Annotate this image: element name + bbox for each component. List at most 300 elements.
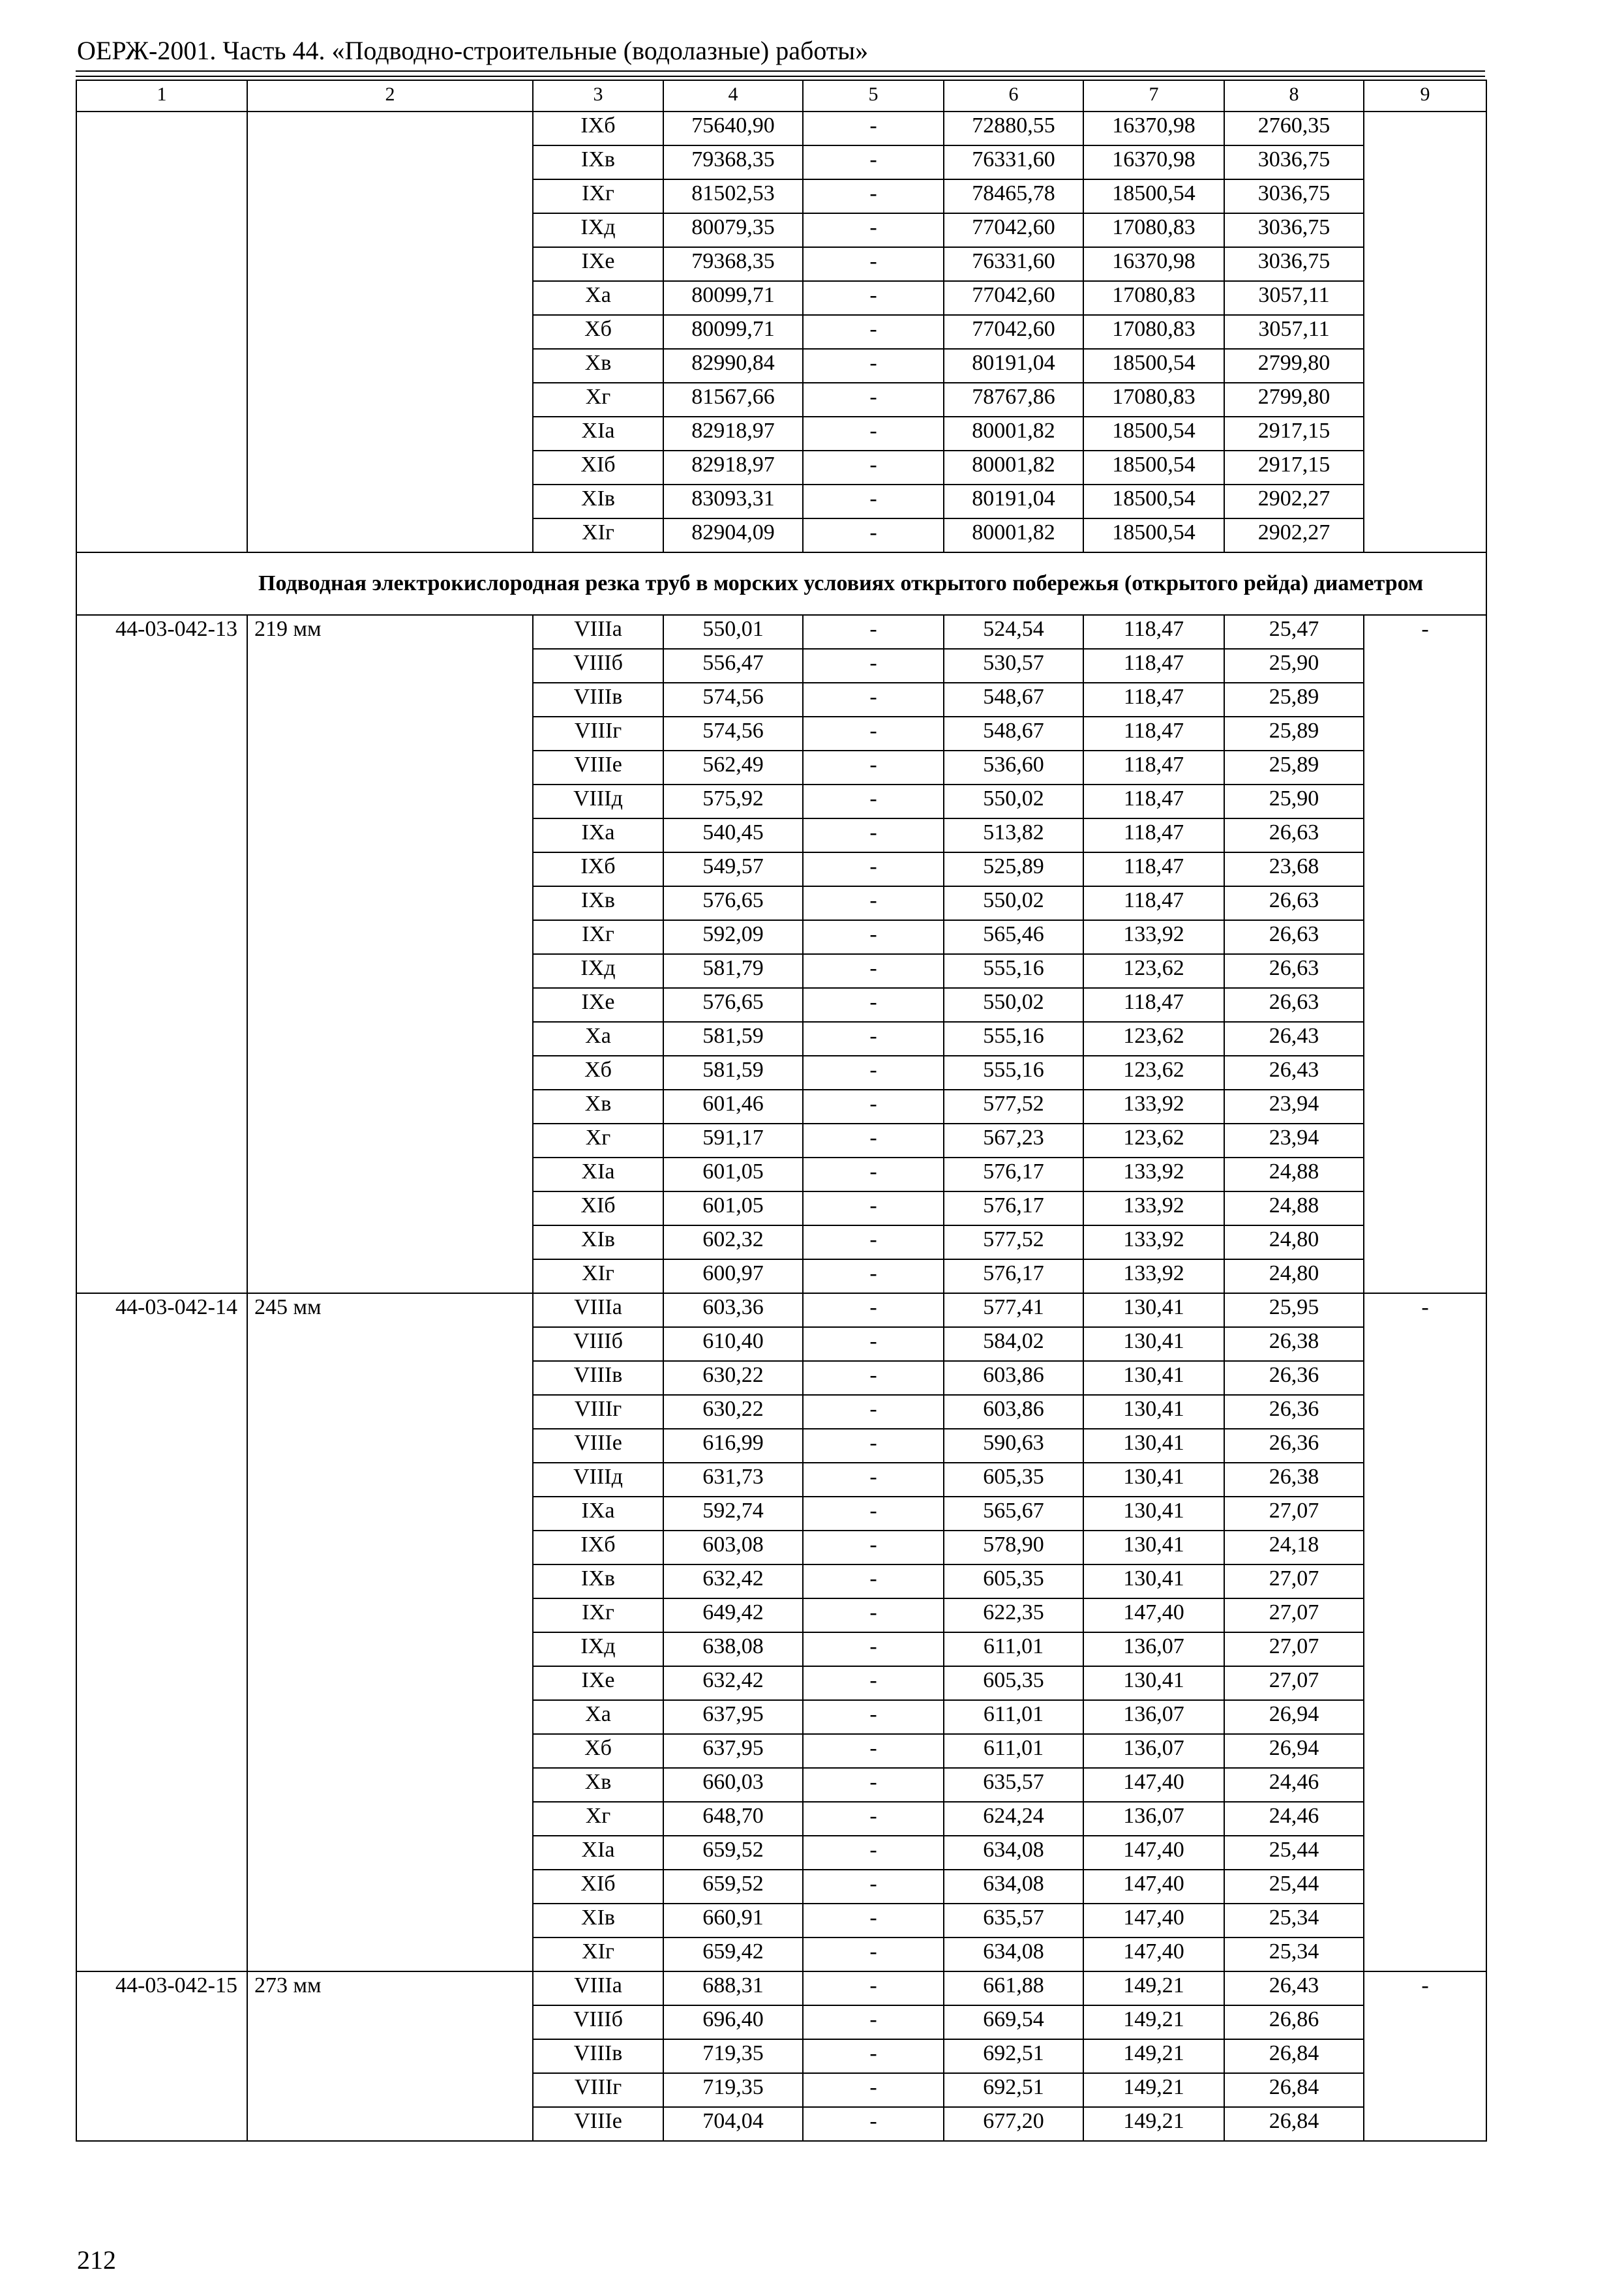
table-cell: - xyxy=(803,1463,944,1497)
table-cell: 2902,27 xyxy=(1224,485,1364,518)
table-cell: 530,57 xyxy=(944,649,1083,683)
table-cell: 548,67 xyxy=(944,717,1083,751)
table-cell: 25,89 xyxy=(1224,683,1364,717)
table-row xyxy=(76,112,1486,145)
table-cell: 118,47 xyxy=(1083,785,1224,818)
table-cell: 133,92 xyxy=(1083,1090,1224,1124)
table-cell: 72880,55 xyxy=(944,112,1083,145)
table-cell: - xyxy=(803,485,944,518)
header-rule-bottom xyxy=(76,76,1485,77)
table-cell: 118,47 xyxy=(1083,649,1224,683)
table-cell: Xв xyxy=(533,1090,663,1124)
table-cell: 133,92 xyxy=(1083,1225,1224,1259)
table-cell: Xб xyxy=(533,1734,663,1768)
table-cell: - xyxy=(803,751,944,785)
table-cell: 76331,60 xyxy=(944,247,1083,281)
table-cell: 130,41 xyxy=(1083,1395,1224,1429)
table-cell: XIа xyxy=(533,1158,663,1191)
column-number: 2 xyxy=(247,80,533,112)
table-cell: - xyxy=(803,988,944,1022)
table-cell: 577,52 xyxy=(944,1090,1083,1124)
table-cell: 622,35 xyxy=(944,1598,1083,1632)
table-cell: XIб xyxy=(533,1870,663,1904)
table-cell: 27,07 xyxy=(1224,1598,1364,1632)
table-cell: 149,21 xyxy=(1083,1971,1224,2005)
table-cell: 611,01 xyxy=(944,1700,1083,1734)
table-cell: 24,88 xyxy=(1224,1191,1364,1225)
table-cell: 26,84 xyxy=(1224,2107,1364,2141)
table-cell: 123,62 xyxy=(1083,954,1224,988)
table-cell: 611,01 xyxy=(944,1734,1083,1768)
table-cell: 130,41 xyxy=(1083,1666,1224,1700)
table-cell: VIIIв xyxy=(533,683,663,717)
table-cell: 80191,04 xyxy=(944,349,1083,383)
table-cell: 147,40 xyxy=(1083,1768,1224,1802)
table-cell: - xyxy=(803,818,944,852)
table-cell: - xyxy=(803,886,944,920)
table-cell: - xyxy=(803,1768,944,1802)
column-number-row xyxy=(76,80,1486,112)
table-cell: 592,09 xyxy=(663,920,803,954)
table-cell: 591,17 xyxy=(663,1124,803,1158)
table-row xyxy=(76,1971,1486,2005)
table-cell: 17080,83 xyxy=(1083,213,1224,247)
table-row xyxy=(76,1293,1486,1327)
table-cell: 26,36 xyxy=(1224,1361,1364,1395)
table-cell: 123,62 xyxy=(1083,1056,1224,1090)
table-cell: 118,47 xyxy=(1083,683,1224,717)
table-cell: 75640,90 xyxy=(663,112,803,145)
table-cell: 26,63 xyxy=(1224,954,1364,988)
table-cell: 147,40 xyxy=(1083,1937,1224,1971)
table-cell: Xв xyxy=(533,1768,663,1802)
table-cell: 130,41 xyxy=(1083,1327,1224,1361)
table-cell: 24,46 xyxy=(1224,1768,1364,1802)
table-cell: - xyxy=(803,1734,944,1768)
table-cell: 118,47 xyxy=(1083,717,1224,751)
table-cell: 635,57 xyxy=(944,1768,1083,1802)
table-cell: IXв xyxy=(533,145,663,179)
table-cell: IXг xyxy=(533,1598,663,1632)
table-cell: - xyxy=(803,1293,944,1327)
table-cell: 540,45 xyxy=(663,818,803,852)
table-cell: 79368,35 xyxy=(663,247,803,281)
table-cell: 77042,60 xyxy=(944,281,1083,315)
section-caption: Подводная электрокислородная резка труб в морских условиях открытого побережья (открытого рейда) диаметром xyxy=(76,552,1486,615)
table-cell: 130,41 xyxy=(1083,1564,1224,1598)
column-number: 6 xyxy=(944,80,1083,112)
table-cell: 649,42 xyxy=(663,1598,803,1632)
table-cell: 25,47 xyxy=(1224,615,1364,649)
table-cell: Xа xyxy=(533,1022,663,1056)
table-cell: XIа xyxy=(533,417,663,451)
table-cell: 577,52 xyxy=(944,1225,1083,1259)
table-cell: VIIIг xyxy=(533,1395,663,1429)
table-cell: - xyxy=(803,518,944,552)
table-cell: VIIIб xyxy=(533,2005,663,2039)
table-cell: 696,40 xyxy=(663,2005,803,2039)
column-number: 7 xyxy=(1083,80,1224,112)
table-cell: - xyxy=(803,1429,944,1463)
table-cell: 581,59 xyxy=(663,1022,803,1056)
table-cell: IXг xyxy=(533,179,663,213)
diameter-cell xyxy=(247,112,533,552)
table-cell: IXб xyxy=(533,112,663,145)
table-cell: 147,40 xyxy=(1083,1598,1224,1632)
table-cell: 16370,98 xyxy=(1083,247,1224,281)
table-cell: 550,02 xyxy=(944,988,1083,1022)
table-cell: XIв xyxy=(533,485,663,518)
table-cell: 25,90 xyxy=(1224,785,1364,818)
table-cell: 659,42 xyxy=(663,1937,803,1971)
table-cell: 2917,15 xyxy=(1224,451,1364,485)
table-cell: 26,36 xyxy=(1224,1395,1364,1429)
table-cell: 147,40 xyxy=(1083,1836,1224,1870)
table-cell: - xyxy=(803,683,944,717)
table-cell: 23,94 xyxy=(1224,1090,1364,1124)
table-cell: 2760,35 xyxy=(1224,112,1364,145)
table-cell: 23,68 xyxy=(1224,852,1364,886)
table-cell: 118,47 xyxy=(1083,751,1224,785)
page-header: ОЕРЖ-2001. Часть 44. «Подводно-строительные (водолазные) работы» xyxy=(77,36,869,65)
table-cell: 136,07 xyxy=(1083,1734,1224,1768)
table-cell: VIIIа xyxy=(533,615,663,649)
table-cell: - xyxy=(803,1395,944,1429)
table-cell: 130,41 xyxy=(1083,1429,1224,1463)
table-cell: XIг xyxy=(533,1937,663,1971)
table-cell: Xг xyxy=(533,1124,663,1158)
table-cell: 550,02 xyxy=(944,785,1083,818)
table-cell: 719,35 xyxy=(663,2073,803,2107)
table-cell: 25,44 xyxy=(1224,1836,1364,1870)
table-cell: 555,16 xyxy=(944,1022,1083,1056)
table-cell: - xyxy=(803,1361,944,1395)
table-cell: 660,03 xyxy=(663,1768,803,1802)
table-cell: - xyxy=(803,615,944,649)
table-cell: XIг xyxy=(533,518,663,552)
table-cell: 80001,82 xyxy=(944,518,1083,552)
table-cell: 80001,82 xyxy=(944,451,1083,485)
column-number: 4 xyxy=(663,80,803,112)
table-cell: IXв xyxy=(533,886,663,920)
table-cell: 149,21 xyxy=(1083,2039,1224,2073)
table-cell: 659,52 xyxy=(663,1836,803,1870)
table-cell: 26,38 xyxy=(1224,1463,1364,1497)
table-cell: 524,54 xyxy=(944,615,1083,649)
table-cell: - xyxy=(803,383,944,417)
table-cell: 26,63 xyxy=(1224,920,1364,954)
table-cell: 16370,98 xyxy=(1083,145,1224,179)
table-cell: 80099,71 xyxy=(663,315,803,349)
table-cell: 80099,71 xyxy=(663,281,803,315)
table-cell: 78465,78 xyxy=(944,179,1083,213)
table-cell: 2799,80 xyxy=(1224,349,1364,383)
table-cell: 605,35 xyxy=(944,1564,1083,1598)
column-number: 5 xyxy=(803,80,944,112)
table-cell: 603,08 xyxy=(663,1531,803,1564)
table-cell: - xyxy=(803,179,944,213)
table-cell: 3036,75 xyxy=(1224,179,1364,213)
table-cell: 605,35 xyxy=(944,1463,1083,1497)
table-cell: 25,34 xyxy=(1224,1904,1364,1937)
table-cell: - xyxy=(803,852,944,886)
table-cell: VIIIе xyxy=(533,751,663,785)
diameter-cell: 273 мм xyxy=(247,1971,533,2141)
table-cell: 719,35 xyxy=(663,2039,803,2073)
table-cell: XIа xyxy=(533,1836,663,1870)
table-cell: 81502,53 xyxy=(663,179,803,213)
table-cell: 18500,54 xyxy=(1083,349,1224,383)
table-cell: VIIIа xyxy=(533,1293,663,1327)
table-cell: 25,89 xyxy=(1224,751,1364,785)
table-cell: VIIIе xyxy=(533,1429,663,1463)
table-cell: XIб xyxy=(533,1191,663,1225)
table-cell: 688,31 xyxy=(663,1971,803,2005)
table-cell: 555,16 xyxy=(944,954,1083,988)
table-cell: 637,95 xyxy=(663,1700,803,1734)
table-cell: 118,47 xyxy=(1083,818,1224,852)
table-cell: 123,62 xyxy=(1083,1022,1224,1056)
table-cell: 648,70 xyxy=(663,1802,803,1836)
table-cell: 25,34 xyxy=(1224,1937,1364,1971)
page-number: 212 xyxy=(77,2245,116,2275)
section-row xyxy=(76,552,1486,615)
table-cell: 24,88 xyxy=(1224,1158,1364,1191)
table-cell: 26,63 xyxy=(1224,818,1364,852)
table-cell: - xyxy=(803,349,944,383)
table-cell: 565,46 xyxy=(944,920,1083,954)
table-cell: 130,41 xyxy=(1083,1361,1224,1395)
table-cell: 26,63 xyxy=(1224,988,1364,1022)
table-cell: 576,65 xyxy=(663,886,803,920)
table-cell: 600,97 xyxy=(663,1259,803,1293)
table-cell: IXд xyxy=(533,954,663,988)
table-cell: IXб xyxy=(533,852,663,886)
table-cell: 577,41 xyxy=(944,1293,1083,1327)
table-cell: 149,21 xyxy=(1083,2005,1224,2039)
table-cell: 25,90 xyxy=(1224,649,1364,683)
table-cell: 82918,97 xyxy=(663,417,803,451)
diameter-cell: 245 мм xyxy=(247,1293,533,1971)
table-cell: 632,42 xyxy=(663,1666,803,1700)
table-cell: 17080,83 xyxy=(1083,383,1224,417)
table-cell: - xyxy=(803,2107,944,2141)
table-cell: 601,05 xyxy=(663,1191,803,1225)
table-cell: VIIIб xyxy=(533,1327,663,1361)
header-rule-top xyxy=(76,70,1485,72)
rates-table xyxy=(76,80,1487,2142)
table-cell: 574,56 xyxy=(663,683,803,717)
table-cell: - xyxy=(803,954,944,988)
table-cell: 79368,35 xyxy=(663,145,803,179)
table-cell: IXа xyxy=(533,1497,663,1531)
table-cell: 581,59 xyxy=(663,1056,803,1090)
table-cell: - xyxy=(803,451,944,485)
table-cell: - xyxy=(803,1531,944,1564)
table-cell: - xyxy=(803,1802,944,1836)
code-cell: 44-03-042-13 xyxy=(76,615,247,1293)
table-cell: 81567,66 xyxy=(663,383,803,417)
col9-cell: - xyxy=(1364,1293,1486,1971)
table-cell: 24,18 xyxy=(1224,1531,1364,1564)
table-cell: 18500,54 xyxy=(1083,518,1224,552)
table-cell: IXд xyxy=(533,1632,663,1666)
table-cell: - xyxy=(803,1497,944,1531)
code-cell: 44-03-042-14 xyxy=(76,1293,247,1971)
table-cell: 77042,60 xyxy=(944,315,1083,349)
table-cell: - xyxy=(803,315,944,349)
table-cell: 136,07 xyxy=(1083,1700,1224,1734)
table-cell: 603,36 xyxy=(663,1293,803,1327)
table-cell: 18500,54 xyxy=(1083,417,1224,451)
table-cell: VIIIд xyxy=(533,1463,663,1497)
table-cell: 562,49 xyxy=(663,751,803,785)
table-cell: 2917,15 xyxy=(1224,417,1364,451)
table-cell: 83093,31 xyxy=(663,485,803,518)
table-cell: 147,40 xyxy=(1083,1904,1224,1937)
table-cell: 3036,75 xyxy=(1224,247,1364,281)
table-cell: 669,54 xyxy=(944,2005,1083,2039)
table-cell: 3057,11 xyxy=(1224,281,1364,315)
table-cell: 16370,98 xyxy=(1083,112,1224,145)
table-cell: - xyxy=(803,1632,944,1666)
table-cell: 574,56 xyxy=(663,717,803,751)
table-cell: - xyxy=(803,112,944,145)
table-cell: 659,52 xyxy=(663,1870,803,1904)
table-cell: 575,92 xyxy=(663,785,803,818)
table-cell: 692,51 xyxy=(944,2073,1083,2107)
table-cell: Xг xyxy=(533,1802,663,1836)
table-cell: VIIIд xyxy=(533,785,663,818)
table-cell: Xв xyxy=(533,349,663,383)
table-cell: XIв xyxy=(533,1904,663,1937)
table-cell: 3057,11 xyxy=(1224,315,1364,349)
table-cell: IXв xyxy=(533,1564,663,1598)
table-cell: - xyxy=(803,2005,944,2039)
table-cell: 18500,54 xyxy=(1083,485,1224,518)
table-cell: VIIIг xyxy=(533,717,663,751)
table-cell: 567,23 xyxy=(944,1124,1083,1158)
table-cell: 660,91 xyxy=(663,1904,803,1937)
table-cell: 605,35 xyxy=(944,1666,1083,1700)
table-cell: 635,57 xyxy=(944,1904,1083,1937)
table-cell: VIIIв xyxy=(533,2039,663,2073)
table-cell: 550,02 xyxy=(944,886,1083,920)
table-cell: 25,95 xyxy=(1224,1293,1364,1327)
rates-table-body xyxy=(76,80,1486,2141)
table-cell: VIIIе xyxy=(533,2107,663,2141)
table-cell: - xyxy=(803,785,944,818)
table-cell: - xyxy=(803,417,944,451)
table-cell: 624,24 xyxy=(944,1802,1083,1836)
table-cell: 80191,04 xyxy=(944,485,1083,518)
table-cell: - xyxy=(803,1225,944,1259)
column-number: 3 xyxy=(533,80,663,112)
table-cell: VIIIв xyxy=(533,1361,663,1395)
table-cell: 2902,27 xyxy=(1224,518,1364,552)
table-cell: 25,44 xyxy=(1224,1870,1364,1904)
table-cell: 118,47 xyxy=(1083,615,1224,649)
table-cell: IXе xyxy=(533,988,663,1022)
table-cell: 24,46 xyxy=(1224,1802,1364,1836)
table-cell: 149,21 xyxy=(1083,2107,1224,2141)
table-cell: 26,86 xyxy=(1224,2005,1364,2039)
table-cell: IXа xyxy=(533,818,663,852)
table-cell: 525,89 xyxy=(944,852,1083,886)
table-cell: 677,20 xyxy=(944,2107,1083,2141)
table-cell: 581,79 xyxy=(663,954,803,988)
table-cell: - xyxy=(803,213,944,247)
table-cell: 82990,84 xyxy=(663,349,803,383)
table-cell: - xyxy=(803,2039,944,2073)
table-cell: 590,63 xyxy=(944,1429,1083,1463)
table-cell: 550,01 xyxy=(663,615,803,649)
table-cell: - xyxy=(803,1937,944,1971)
table-cell: 23,94 xyxy=(1224,1124,1364,1158)
table-cell: 130,41 xyxy=(1083,1531,1224,1564)
table-cell: - xyxy=(803,1022,944,1056)
table-cell: 26,63 xyxy=(1224,886,1364,920)
table-cell: 26,43 xyxy=(1224,1022,1364,1056)
table-cell: 27,07 xyxy=(1224,1632,1364,1666)
table-cell: 631,73 xyxy=(663,1463,803,1497)
table-cell: 130,41 xyxy=(1083,1293,1224,1327)
table-cell: 133,92 xyxy=(1083,1259,1224,1293)
table-cell: 602,32 xyxy=(663,1225,803,1259)
table-cell: 24,80 xyxy=(1224,1225,1364,1259)
col9-cell: - xyxy=(1364,1971,1486,2141)
table-cell: - xyxy=(803,247,944,281)
table-cell: IXб xyxy=(533,1531,663,1564)
table-cell: 149,21 xyxy=(1083,2073,1224,2107)
table-cell: 26,43 xyxy=(1224,1056,1364,1090)
code-cell: 44-03-042-15 xyxy=(76,1971,247,2141)
table-cell: - xyxy=(803,1700,944,1734)
code-cell xyxy=(76,112,247,552)
table-cell: 692,51 xyxy=(944,2039,1083,2073)
table-cell: 610,40 xyxy=(663,1327,803,1361)
table-cell: - xyxy=(803,717,944,751)
table-cell: 601,46 xyxy=(663,1090,803,1124)
table-row xyxy=(76,615,1486,649)
table-cell: - xyxy=(803,2073,944,2107)
table-cell: 2799,80 xyxy=(1224,383,1364,417)
table-cell: 80001,82 xyxy=(944,417,1083,451)
table-cell: 77042,60 xyxy=(944,213,1083,247)
table-cell: 576,65 xyxy=(663,988,803,1022)
table-cell: 634,08 xyxy=(944,1937,1083,1971)
table-cell: 123,62 xyxy=(1083,1124,1224,1158)
table-cell: 603,86 xyxy=(944,1395,1083,1429)
table-cell: - xyxy=(803,1090,944,1124)
table-cell: - xyxy=(803,1158,944,1191)
table-cell: VIIIа xyxy=(533,1971,663,2005)
table-cell: Xб xyxy=(533,1056,663,1090)
table-cell: 601,05 xyxy=(663,1158,803,1191)
table-cell: 27,07 xyxy=(1224,1497,1364,1531)
table-cell: 513,82 xyxy=(944,818,1083,852)
table-cell: 634,08 xyxy=(944,1836,1083,1870)
table-cell: - xyxy=(803,1836,944,1870)
table-cell: 26,94 xyxy=(1224,1734,1364,1768)
table-cell: 549,57 xyxy=(663,852,803,886)
table-cell: 576,17 xyxy=(944,1259,1083,1293)
table-cell: Xб xyxy=(533,315,663,349)
table-cell: 18500,54 xyxy=(1083,451,1224,485)
table-cell: IXд xyxy=(533,213,663,247)
table-cell: 17080,83 xyxy=(1083,315,1224,349)
table-cell: 136,07 xyxy=(1083,1632,1224,1666)
